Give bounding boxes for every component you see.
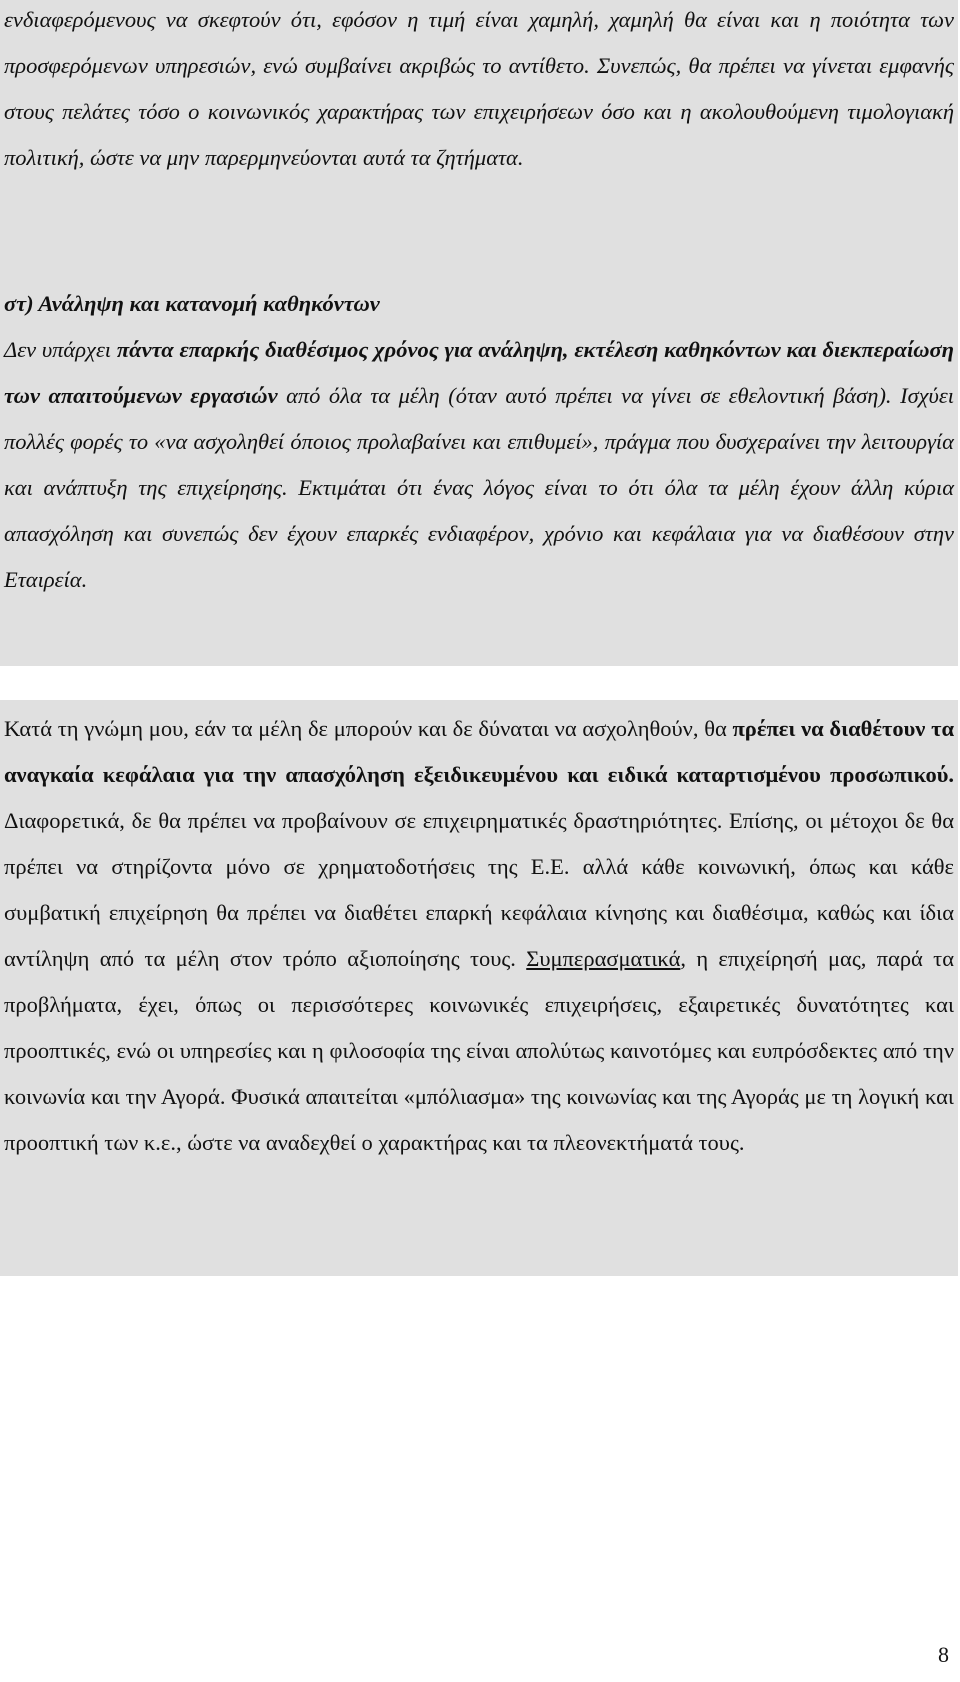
section-paragraph [4,327,954,603]
opinion-text-end: , η επιχείρησή μας, παρά τα προβλήματα, έχει, όπως οι περισσότερες κοινωνικές επιχειρήσεις, εξαιρετικές δυνατότητες και προοπτικές, ενώ οι υπηρεσίες και η φιλοσοφία της είναι απολύτως καινοτόμες και ευπρόσδεκτες από την κοινωνία και την Αγορά. Φυσικά απαιτείται «μπόλιασμα» της κοινωνίας και της Αγοράς με τη λογική και προοπτική των κ.ε., ώστε να αναδεχθεί ο χαρακτήρας και τα πλεονεκτήματά τους. [4,946,954,1155]
section-text-start: Δεν υπάρχει [4,337,117,362]
opinion-text-underlined: Συμπερασματικά [526,946,681,971]
opinion-text-bold: πρέπει να διαθέτουν τα αναγκαία κεφάλαια για την απασχόληση εξειδικευμένου και ειδικά καταρτισμένου προσωπικού. [4,716,955,787]
opinion-text-start: Κατά τη γνώμη μου, εάν τα μέλη δε μπορούν και δε δύναται να ασχοληθούν, θα [4,716,733,741]
section-block [4,281,954,603]
page-number: 8 [938,1642,949,1667]
intro-paragraph [4,0,954,181]
opinion-text [4,706,954,1166]
section-text-rest: από όλα τα μέλη (όταν αυτό πρέπει να γίνει σε εθελοντική βάση). Ισχύει πολλές φορές το «να ασχοληθεί όποιος προλαβαίνει και επιθυμεί», πράγμα που δυσχεραίνει την λειτουργία και ανάπτυξη της επιχείρησης. Εκτιμάται ότι ένας λόγος είναι το ότι όλα τα μέλη έχουν άλλη κύρια απασχόληση και συνεπώς δεν έχουν επαρκές ενδιαφέρον, χρόνιο και κεφάλαια για να διαθέσουν στην Εταιρεία. [4,383,955,592]
section-heading: στ) Ανάληψη και κατανομή καθηκόντων [4,291,380,316]
opinion-text-mid: Διαφορετικά, δε θα πρέπει να προβαίνουν σε επιχειρηματικές δραστηριότητες. Επίσης, οι μέτοχοι δε θα πρέπει να στηρίζοντα μόνο σε χρηματοδοτήσεις της Ε.Ε. αλλά κάθε κοινωνική, όπως και κάθε συμβατική επιχείρηση θα πρέπει να διαθέτει επαρκή κεφάλαια κίνησης και διαθέσιμα, καθώς και ίδια αντίληψη από τα μέλη στον τρόπο αξιοποίησης τους. [4,808,954,971]
intro-text: ενδιαφερόμενους να σκεφτούν ότι, εφόσον η τιμή είναι χαμηλή, χαμηλή θα είναι και η ποιότητα των προσφερόμενων υπηρεσιών, ενώ συμβαίνει ακριβώς το αντίθετο. Συνεπώς, θα πρέπει να γίνεται εμφανής στους πελάτες τόσο ο κοινωνικός χαρακτήρας των επιχειρήσεων όσο και η ακολουθούμενη τιμολογιακή πολιτική, ώστε να μην παρερμηνεύονται αυτά τα ζητήματα. [4,7,954,170]
section-text-bold: πάντα επαρκής διαθέσιμος χρόνος για ανάληψη, εκτέλεση καθηκόντων και διεκπεραίωση των απαιτούμενων εργασιών [4,337,954,408]
opinion-paragraph [4,706,954,1166]
